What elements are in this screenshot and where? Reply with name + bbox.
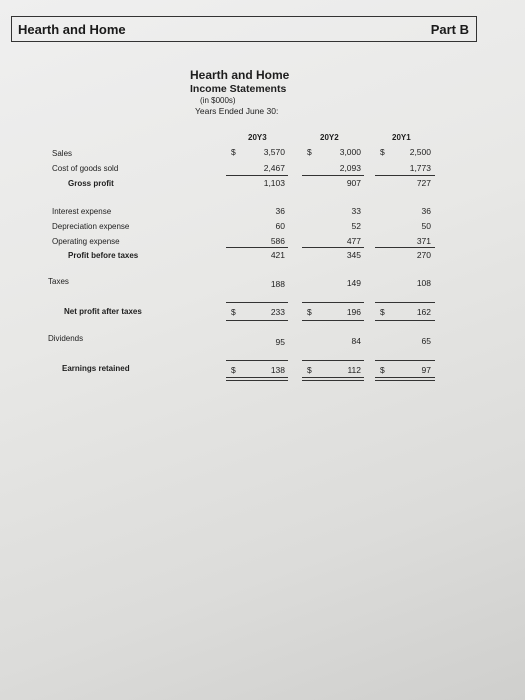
row-label-taxes: Taxes: [48, 277, 69, 286]
currency-symbol: $: [380, 365, 385, 375]
company-header: Hearth and Home: [18, 22, 126, 37]
cell-earnings-retained-20y1: 97: [421, 365, 431, 375]
cell-dividends-20y1: 65: [421, 336, 431, 346]
cell-taxes-20y1: 108: [416, 278, 431, 288]
cell-depreciation-20y2: 52: [351, 221, 361, 231]
subtotal-rule: [375, 302, 435, 303]
subtotal-rule: [302, 247, 364, 248]
cell-sales-20y2: 3,000: [339, 147, 361, 157]
cell-pbt-20y3: 421: [270, 250, 285, 260]
subtotal-rule: [226, 175, 288, 176]
column-header-20y3: 20Y3: [248, 133, 267, 142]
company-name: Hearth and Home: [190, 68, 290, 82]
subtotal-rule: [226, 247, 288, 248]
cell-interest-20y1: 36: [421, 206, 431, 216]
subtotal-rule: [302, 175, 364, 176]
cell-taxes-20y3: 188: [270, 279, 285, 289]
row-label-profit-before-taxes: Profit before taxes: [68, 251, 139, 260]
cell-cogs-20y1: 1,773: [409, 163, 431, 173]
currency-symbol: $: [380, 147, 385, 157]
row-label-dividends: Dividends: [48, 334, 84, 343]
column-header-20y2: 20Y2: [320, 133, 339, 142]
cell-dividends-20y3: 95: [275, 337, 285, 347]
row-label-gross-profit: Gross profit: [68, 179, 114, 188]
subtotal-rule: [226, 320, 288, 321]
cell-gross-profit-20y1: 727: [416, 178, 431, 188]
cell-net-profit-20y3: 233: [270, 307, 285, 317]
subtotal-rule: [375, 360, 435, 361]
cell-operating-20y1: 371: [416, 236, 431, 246]
currency-symbol: $: [231, 307, 236, 317]
row-label-cogs: Cost of goods sold: [52, 164, 119, 173]
statement-name: Income Statements: [190, 83, 287, 95]
cell-cogs-20y2: 2,093: [339, 163, 361, 173]
currency-symbol: $: [307, 147, 312, 157]
cell-operating-20y2: 477: [346, 236, 361, 246]
cell-taxes-20y2: 149: [346, 278, 361, 288]
cell-net-profit-20y2: 196: [346, 307, 361, 317]
total-double-rule: [375, 377, 435, 381]
units-note: (in $000s): [200, 96, 236, 106]
row-label-net-profit: Net profit after taxes: [64, 307, 142, 316]
cell-dividends-20y2: 84: [351, 336, 361, 346]
column-header-20y1: 20Y1: [392, 133, 411, 142]
part-label: Part B: [430, 22, 469, 37]
cell-pbt-20y2: 345: [346, 250, 361, 260]
currency-symbol: $: [307, 365, 312, 375]
cell-depreciation-20y1: 50: [421, 221, 431, 231]
subtotal-rule: [226, 302, 288, 303]
row-label-operating: Operating expense: [52, 237, 120, 246]
cell-earnings-retained-20y3: 138: [270, 365, 285, 375]
subtotal-rule: [226, 360, 288, 361]
period-note: Years Ended June 30:: [195, 106, 279, 117]
total-double-rule: [226, 377, 288, 381]
row-label-sales: Sales: [52, 149, 73, 158]
total-double-rule: [302, 377, 364, 381]
subtotal-rule: [375, 320, 435, 321]
subtotal-rule: [302, 360, 364, 361]
cell-earnings-retained-20y2: 112: [347, 365, 361, 375]
cell-cogs-20y3: 2,467: [263, 163, 285, 173]
cell-pbt-20y1: 270: [416, 250, 431, 260]
subtotal-rule: [375, 247, 435, 248]
statement-title-block: [190, 68, 289, 117]
currency-symbol: $: [231, 147, 236, 157]
currency-symbol: $: [231, 365, 236, 375]
subtotal-rule: [302, 302, 364, 303]
subtotal-rule: [375, 175, 435, 176]
row-label-earnings-retained: Earnings retained: [62, 364, 130, 373]
cell-gross-profit-20y2: 907: [346, 178, 361, 188]
currency-symbol: $: [307, 307, 312, 317]
row-label-interest: Interest expense: [52, 207, 112, 216]
subtotal-rule: [302, 320, 364, 321]
cell-sales-20y3: 3,570: [263, 147, 285, 157]
cell-net-profit-20y1: 162: [416, 307, 431, 317]
header-bar: [11, 16, 477, 42]
cell-sales-20y1: 2,500: [409, 147, 431, 157]
cell-interest-20y2: 33: [351, 206, 361, 216]
cell-gross-profit-20y3: 1,103: [263, 178, 285, 188]
row-label-depreciation: Depreciation expense: [52, 222, 130, 231]
cell-depreciation-20y3: 60: [275, 221, 285, 231]
cell-operating-20y3: 586: [270, 236, 285, 246]
cell-interest-20y3: 36: [275, 206, 285, 216]
currency-symbol: $: [380, 307, 385, 317]
